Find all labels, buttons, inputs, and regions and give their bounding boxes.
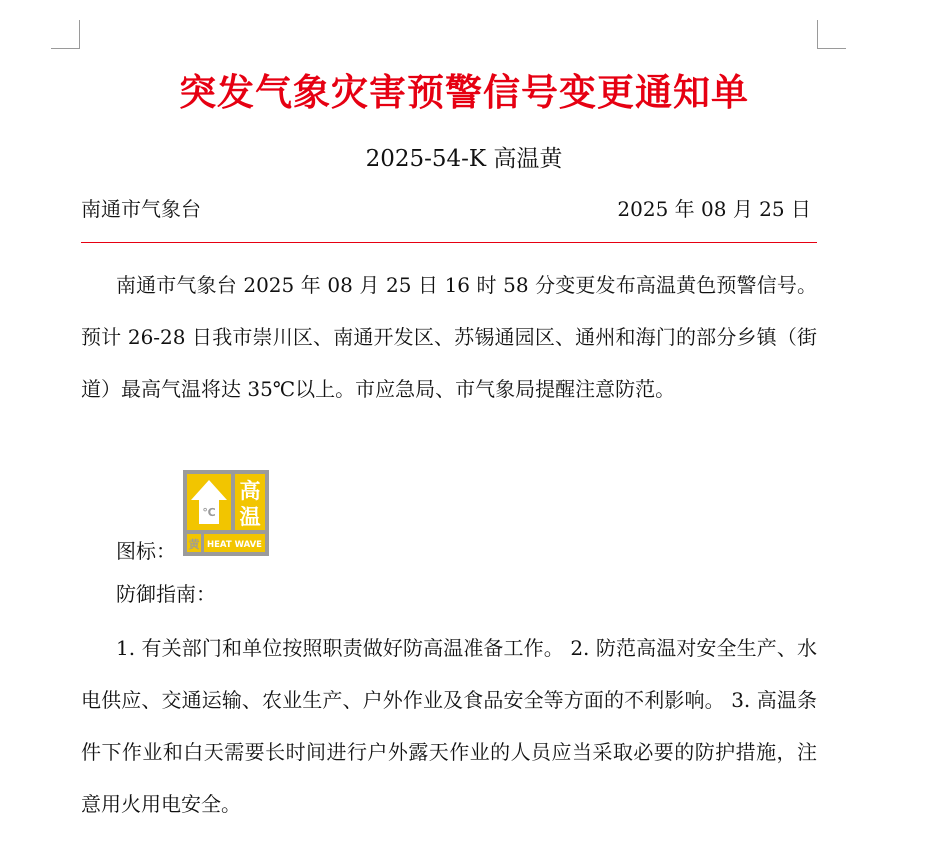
icon-char-wen: 温 [239, 505, 261, 529]
defense-guide-label: 防御指南： [116, 582, 216, 606]
icon-char-gao: 高 [239, 479, 261, 503]
warning-code: 2025-54-K 高温黄 [365, 146, 563, 172]
issuer-name: 南通市气象台 [81, 197, 201, 221]
icon-level-char: 黄 [188, 538, 200, 551]
icon-english-text: HEAT WAVE [207, 540, 262, 550]
red-divider-line [81, 242, 817, 243]
notice-paragraph: 南通市气象台 2025 年 08 月 25 日 16 时 58 分变更发布高温黄色预警信号。预计 26-28 日我市崇川区、南通开发区、苏锡通园区、通州和海门的部分乡镇（街道）最高气温将达 35℃以上。市应急局、市气象局提醒注意防范。 [81, 273, 817, 401]
page-corner-mark-top-left [51, 20, 80, 49]
icon-degree-text: ℃ [202, 506, 216, 519]
page-corner-mark-top-right [817, 20, 846, 49]
document-title: 突发气象灾害预警信号变更通知单 [179, 70, 749, 114]
icon-label: 图标： [116, 539, 176, 563]
defense-guide-paragraph: 1. 有关部门和单位按照职责做好防高温准备工作。 2. 防范高温对安全生产、水电供应、交通运输、农业生产、户外作业及食品安全等方面的不利影响。 3. 高温条件下作业和白天需要长时间进行户外露天作业的人员应当采取必要的防护措施，注意用火用电安全。 [81, 636, 817, 816]
issue-date: 2025 年 08 月 25 日 [617, 197, 811, 221]
heat-wave-yellow-warning-icon [183, 470, 269, 556]
